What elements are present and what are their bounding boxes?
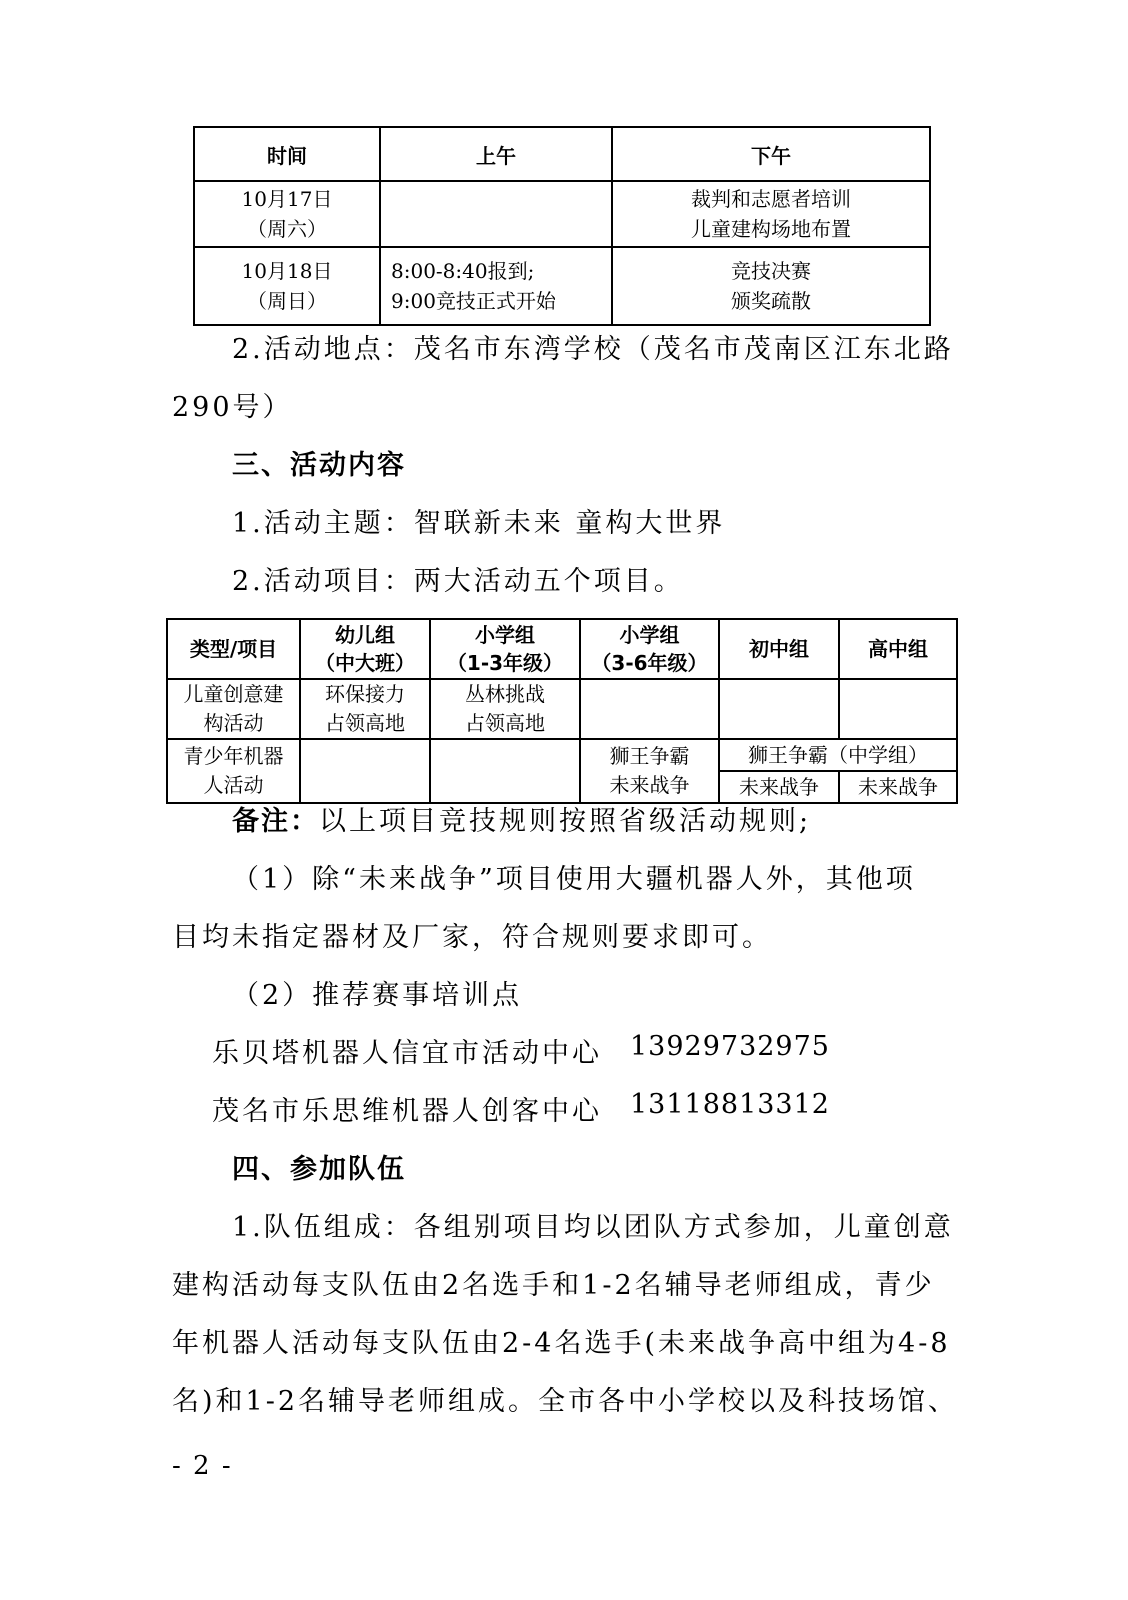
venue-line-1: 2.活动地点：茂名市东湾学校（茂名市茂南区江东北路 [232, 334, 954, 365]
theme-line: 1.活动主题：智联新未来 童构大世界 [232, 508, 726, 539]
header-morning: 上午 [380, 127, 612, 181]
empty-cell [719, 679, 839, 739]
venue-line-2: 290号） [172, 392, 293, 423]
morning-cell [380, 181, 612, 247]
table-row [167, 739, 957, 771]
afternoon-cell: 竞技决赛 颁奖疏散 [612, 247, 930, 325]
header-time: 时间 [194, 127, 380, 181]
note-1-line-1: （1）除“未来战争”项目使用大疆机器人外，其他项 [232, 864, 916, 895]
project-cell: 狮王争霸 未来战争 [580, 739, 719, 803]
header-primary-3-6: 小学组 （3-6年级） [580, 619, 719, 679]
section-3-title: 三、活动内容 [232, 450, 406, 481]
items-intro: 2.活动项目：两大活动五个项目。 [232, 566, 684, 597]
project-cell: 丛林挑战 占领高地 [430, 679, 580, 739]
date-cell: 10月18日 （周日） [194, 247, 380, 325]
project-cell: 未来战争 [719, 771, 839, 803]
section-4-title: 四、参加队伍 [232, 1154, 406, 1185]
center-1-phone: 13929732975 [630, 1031, 830, 1062]
category-cell: 儿童创意建 构活动 [167, 679, 300, 739]
header-primary-1-3: 小学组 （1-3年级） [430, 619, 580, 679]
project-cell: 未来战争 [839, 771, 957, 803]
note-1-line-2: 目均未指定器材及厂家，符合规则要求即可。 [172, 922, 772, 953]
note-label: 备注： [232, 806, 319, 837]
header-junior: 初中组 [719, 619, 839, 679]
project-cell: 狮王争霸（中学组） [719, 739, 957, 771]
table-row [194, 247, 930, 325]
team-line-1: 1.队伍组成：各组别项目均以团队方式参加，儿童创意 [232, 1212, 954, 1243]
empty-cell [430, 739, 580, 803]
projects-table [166, 618, 958, 804]
project-cell: 环保接力 占领高地 [300, 679, 430, 739]
header-afternoon: 下午 [612, 127, 930, 181]
team-line-2: 建构活动每支队伍由2名选手和1-2名辅导老师组成，青少 [172, 1270, 935, 1301]
table-row [167, 679, 957, 739]
empty-cell [839, 679, 957, 739]
center-1-name: 乐贝塔机器人信宜市活动中心 [212, 1038, 602, 1069]
header-kindergarten: 幼儿组 （中大班） [300, 619, 430, 679]
afternoon-cell: 裁判和志愿者培训 儿童建构场地布置 [612, 181, 930, 247]
note-line [232, 799, 811, 838]
date-cell: 10月17日 （周六） [194, 181, 380, 247]
category-cell: 青少年机器 人活动 [167, 739, 300, 803]
center-2-phone: 13118813312 [630, 1089, 830, 1120]
header-type: 类型/项目 [167, 619, 300, 679]
page-number: - 2 - [172, 1451, 233, 1481]
empty-cell [580, 679, 719, 739]
note-text: 以上项目竞技规则按照省级活动规则; [319, 806, 812, 837]
team-line-3: 年机器人活动每支队伍由2-4名选手(未来战争高中组为4-8 [172, 1328, 951, 1359]
empty-cell [300, 739, 430, 803]
center-2-name: 茂名市乐思维机器人创客中心 [212, 1096, 602, 1127]
morning-cell: 8:00-8:40报到; 9:00竞技正式开始 [380, 247, 612, 325]
table-row [194, 181, 930, 247]
note-2: （2）推荐赛事培训点 [232, 980, 523, 1011]
team-line-4: 名)和1-2名辅导老师组成。全市各中小学校以及科技场馆、 [172, 1386, 959, 1417]
header-senior: 高中组 [839, 619, 957, 679]
schedule-table [193, 126, 931, 326]
